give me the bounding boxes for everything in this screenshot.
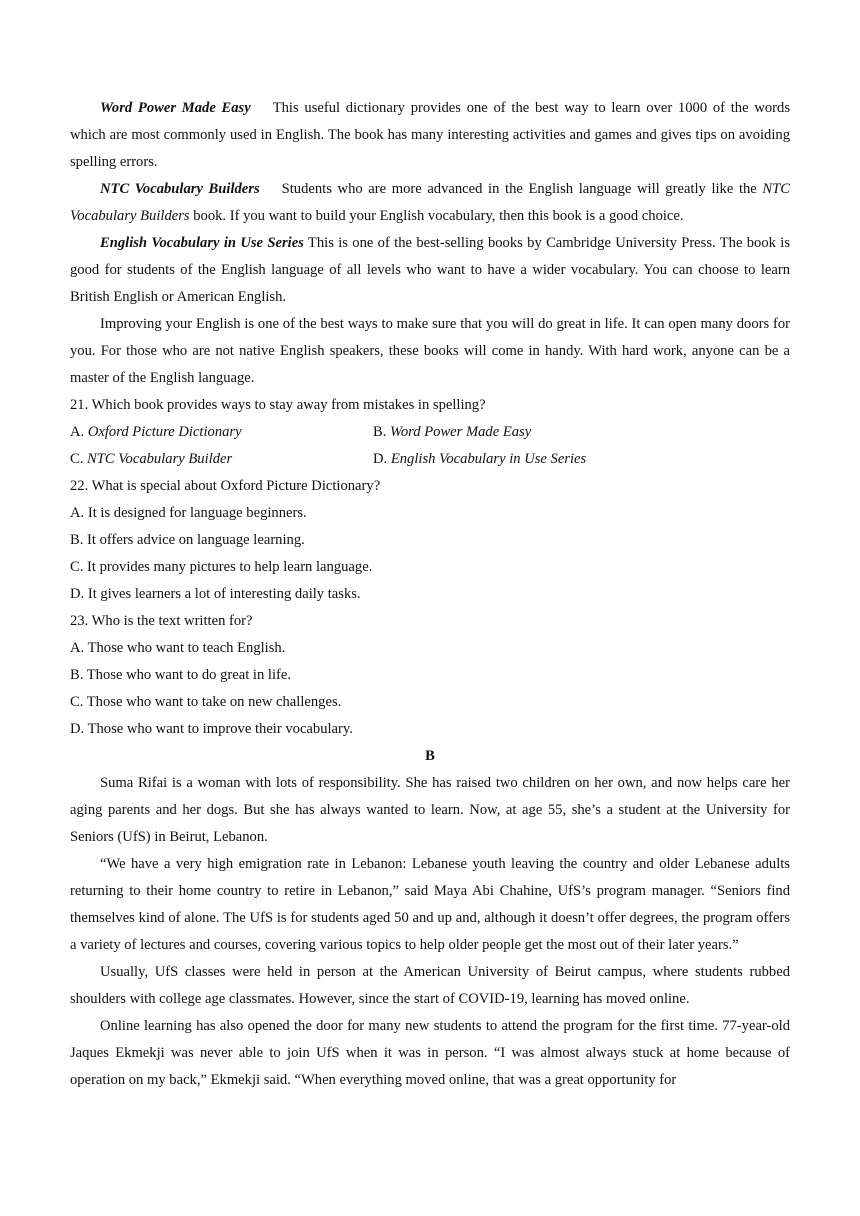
question-21-options-row-1 — [70, 419, 790, 446]
book-title-ntc: NTC Vocabulary Builders — [100, 181, 260, 197]
book-title-english-vocab: English Vocabulary in Use Series — [100, 235, 304, 251]
question-21-options-row-2 — [70, 446, 790, 473]
paragraph-english-vocab — [70, 230, 790, 311]
question-22-option-a: A. It is designed for language beginners. — [70, 505, 307, 521]
paragraph-text: This is one of the best-selling books by Cambridge University Press. The book is good for students of the English language of all levels who want to have a wider vocabulary. You can choose to learn British English or American English. — [70, 235, 791, 305]
question-21-stem: 21. Which book provides ways to stay away from mistakes in spelling? — [70, 397, 486, 413]
question-23-option-c: C. Those who want to take on new challenges. — [70, 694, 342, 710]
question-23-option-d: D. Those who want to improve their vocabulary. — [70, 721, 353, 737]
section-b-paragraph: Suma Rifai is a woman with lots of responsibility. She has raised two children on her own, and now helps care her aging parents and her dogs. But she has always wanted to learn. Now, at age 55, she’s a student at the University for Seniors (UfS) in Beirut, Lebanon. — [70, 775, 790, 845]
question-23-option-a: A. Those who want to teach English. — [70, 640, 286, 656]
paragraph-conclusion: Improving your English is one of the best ways to make sure that you will do great in life. It can open many doors for you. For those who are not native English speakers, these books will come in handy. With hard work, anyone can be a master of the English language. — [70, 316, 790, 386]
option-c: C. NTC Vocabulary Builder — [70, 451, 233, 467]
section-b-paragraph: “We have a very high emigration rate in Lebanon: Lebanese youth leaving the country and older Lebanese adults returning to their home country to retire in Lebanon,” said Maya Abi Chahine, UfS’s program manager. “Seniors find themselves kind of alone. The UfS is for students aged 50 and up and, although it doesn’t offer degrees, the program offers a variety of lectures and courses, covering various topics to help older people get the most out of their later years.” — [70, 856, 790, 953]
paragraph-text: This useful dictionary provides one of the best way to learn over 1000 of the words which are most commonly used in English. The book has many interesting activities and games and gives tips on avoiding spelling errors. — [70, 100, 790, 170]
question-23-stem: 23. Who is the text written for? — [70, 613, 253, 629]
paragraph-text: book. If you want to build your English vocabulary, then this book is a good choice. — [189, 208, 684, 224]
option-a: A. Oxford Picture Dictionary — [70, 424, 242, 440]
section-b-paragraph: Usually, UfS classes were held in person at the American University of Beirut campus, where students rubbed shoulders with college age classmates. However, since the start of COVID-19, learning has moved online. — [70, 964, 790, 1007]
section-b-heading: B — [425, 748, 435, 764]
book-title-word-power: Word Power Made Easy — [100, 100, 251, 116]
option-d: D. English Vocabulary in Use Series — [373, 451, 587, 467]
italic-book-title: NTC Vocabulary Builders — [70, 181, 790, 224]
question-22-option-b: B. It offers advice on language learning. — [70, 532, 305, 548]
section-b-paragraph: Online learning has also opened the door for many new students to attend the program for the first time. 77-year-old Jaques Ekmekji was never able to join UfS when it was in person. “I was almost always stuck at home because of operation on my back,” Ekmekji said. “When everything moved online, that was a great opportunity for — [70, 1018, 790, 1088]
question-22-option-c: C. It provides many pictures to help learn language. — [70, 559, 373, 575]
question-22-option-d: D. It gives learners a lot of interesting daily tasks. — [70, 586, 361, 602]
question-23-option-b: B. Those who want to do great in life. — [70, 667, 292, 683]
question-22-stem: 22. What is special about Oxford Picture Dictionary? — [70, 478, 381, 494]
document-page — [70, 95, 790, 1094]
paragraph-ntc — [70, 176, 790, 230]
paragraph-word-power — [70, 95, 790, 176]
option-b: B. Word Power Made Easy — [373, 424, 532, 440]
paragraph-text: Students who are more advanced in the English language will greatly like the — [281, 181, 763, 197]
